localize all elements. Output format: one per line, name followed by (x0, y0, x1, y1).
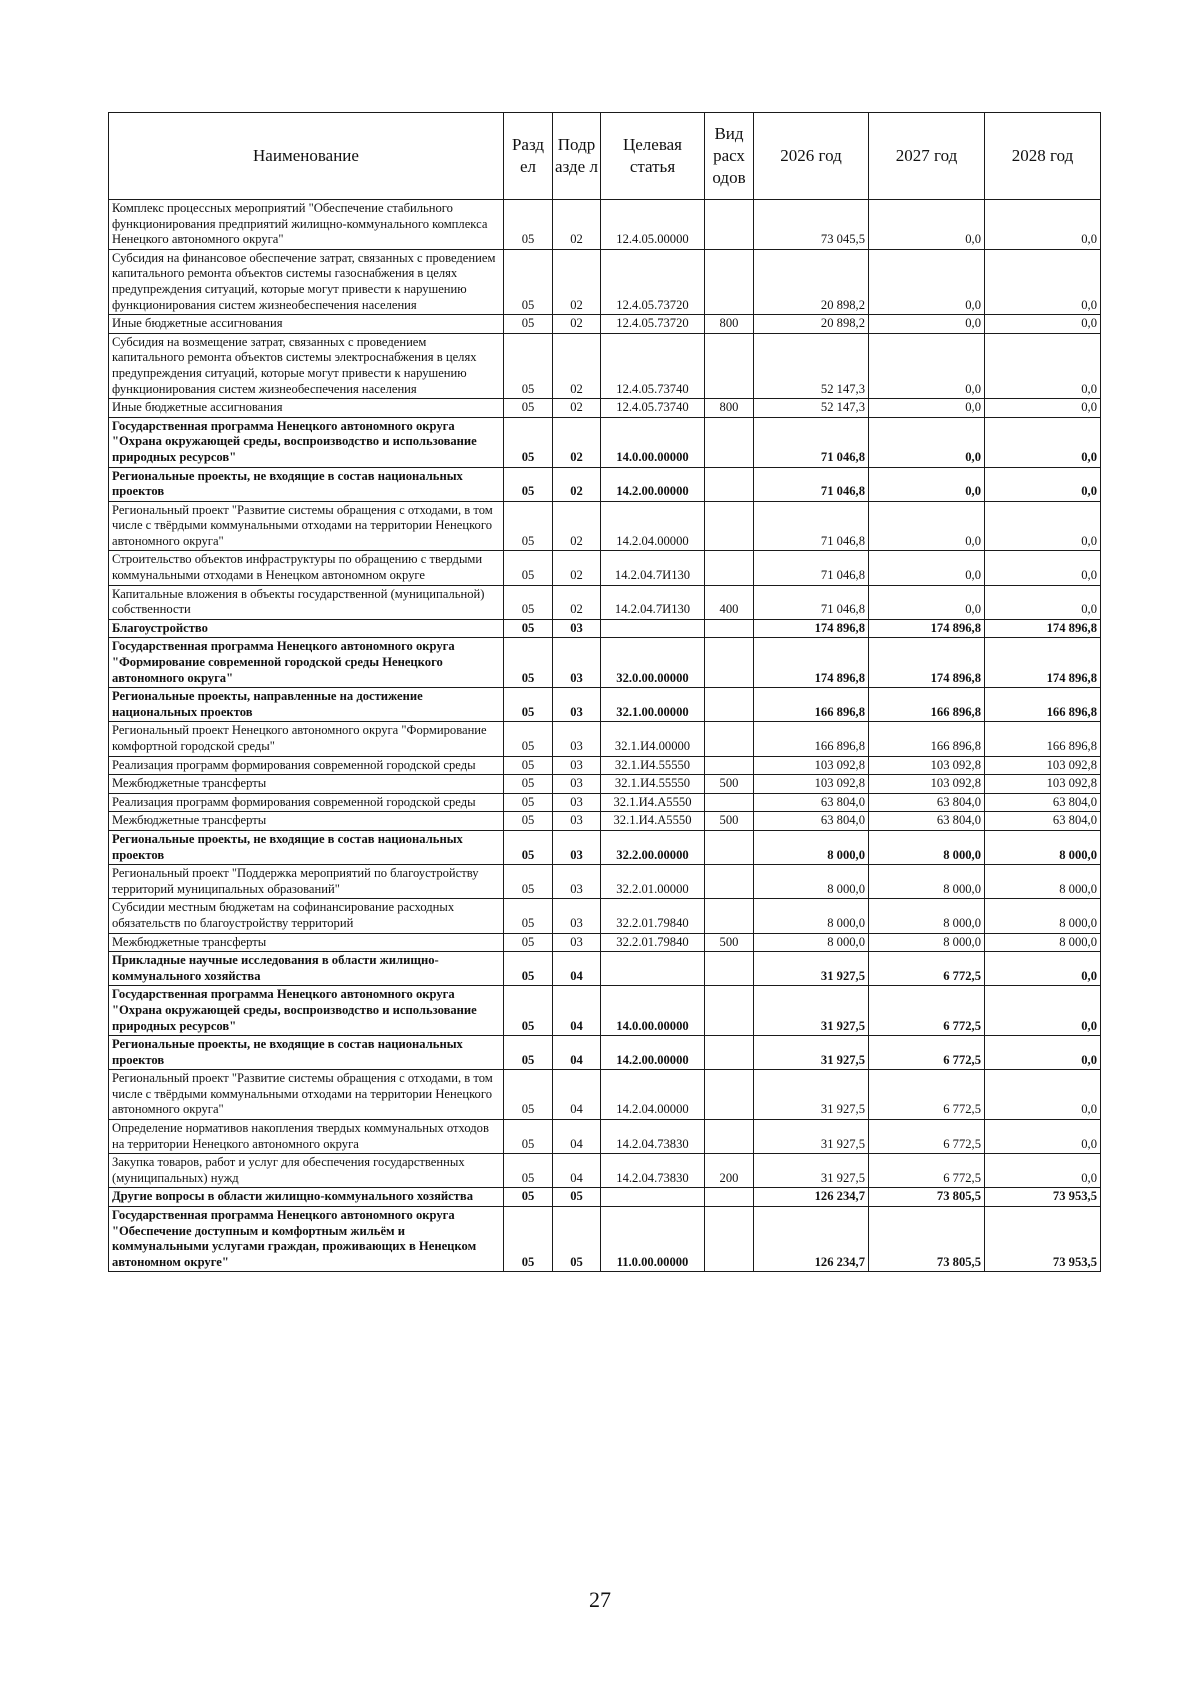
row-amount-2026-cell: 52 147,3 (754, 333, 869, 398)
row-subsection-cell: 03 (553, 933, 601, 952)
row-amount-2026-cell: 31 927,5 (754, 986, 869, 1036)
row-section-cell: 05 (504, 1188, 553, 1207)
row-amount-2028-cell: 174 896,8 (985, 619, 1101, 638)
row-subsection-cell: 02 (553, 417, 601, 467)
row-amount-2027-cell: 0,0 (869, 467, 985, 501)
budget-sheet (108, 112, 1100, 1272)
row-subsection-cell: 03 (553, 830, 601, 864)
row-section-cell: 05 (504, 775, 553, 794)
row-subsection-cell: 05 (553, 1207, 601, 1272)
table-row (109, 986, 1101, 1036)
table-row (109, 200, 1101, 250)
table-row (109, 1154, 1101, 1188)
row-expense-type-cell: 500 (705, 933, 754, 952)
row-section-cell: 05 (504, 899, 553, 933)
row-expense-type-cell (705, 1070, 754, 1120)
row-target-article-cell: 14.0.00.00000 (601, 417, 705, 467)
row-subsection-cell: 02 (553, 249, 601, 314)
row-amount-2026-cell: 73 045,5 (754, 200, 869, 250)
row-section-cell: 05 (504, 551, 553, 585)
row-subsection-cell: 03 (553, 865, 601, 899)
row-amount-2027-cell: 166 896,8 (869, 688, 985, 722)
table-row (109, 619, 1101, 638)
row-subsection-cell: 03 (553, 793, 601, 812)
row-subsection-cell: 03 (553, 619, 601, 638)
row-expense-type-cell (705, 333, 754, 398)
row-subsection-cell: 03 (553, 775, 601, 794)
row-target-article-cell: 32.1.00.00000 (601, 688, 705, 722)
row-expense-type-cell: 800 (705, 399, 754, 418)
row-target-article-cell: 32.1.И4.00000 (601, 722, 705, 756)
row-amount-2026-cell: 8 000,0 (754, 933, 869, 952)
row-section-cell: 05 (504, 688, 553, 722)
row-section-cell: 05 (504, 722, 553, 756)
row-amount-2028-cell: 63 804,0 (985, 793, 1101, 812)
row-amount-2026-cell: 71 046,8 (754, 417, 869, 467)
row-target-article-cell: 32.2.00.00000 (601, 830, 705, 864)
row-amount-2026-cell: 63 804,0 (754, 793, 869, 812)
row-name-cell: Государственная программа Ненецкого автономного округа "Формирование современной городской среды Ненецкого автономного округа" (109, 638, 504, 688)
row-expense-type-cell (705, 1036, 754, 1070)
row-target-article-cell: 14.2.00.00000 (601, 467, 705, 501)
row-amount-2026-cell: 63 804,0 (754, 812, 869, 831)
row-amount-2027-cell: 0,0 (869, 551, 985, 585)
row-name-cell: Региональные проекты, не входящие в состав национальных проектов (109, 467, 504, 501)
row-amount-2027-cell: 103 092,8 (869, 775, 985, 794)
table-row (109, 399, 1101, 418)
row-target-article-cell: 32.1.И4.55550 (601, 775, 705, 794)
row-amount-2028-cell: 103 092,8 (985, 775, 1101, 794)
row-amount-2028-cell: 0,0 (985, 585, 1101, 619)
row-name-cell: Межбюджетные трансферты (109, 775, 504, 794)
header-expense-type: Вид расх одов (705, 113, 754, 200)
row-name-cell: Региональные проекты, направленные на достижение национальных проектов (109, 688, 504, 722)
table-header-row (109, 113, 1101, 200)
row-subsection-cell: 02 (553, 501, 601, 551)
table-row (109, 1120, 1101, 1154)
row-target-article-cell: 14.2.04.73830 (601, 1154, 705, 1188)
table-row (109, 501, 1101, 551)
row-section-cell: 05 (504, 399, 553, 418)
row-expense-type-cell (705, 830, 754, 864)
row-amount-2026-cell: 71 046,8 (754, 551, 869, 585)
row-section-cell: 05 (504, 1207, 553, 1272)
row-amount-2026-cell: 31 927,5 (754, 1070, 869, 1120)
row-name-cell: Иные бюджетные ассигнования (109, 399, 504, 418)
table-row (109, 812, 1101, 831)
row-expense-type-cell (705, 417, 754, 467)
row-section-cell: 05 (504, 315, 553, 334)
row-target-article-cell: 14.2.04.73830 (601, 1120, 705, 1154)
table-row (109, 933, 1101, 952)
row-subsection-cell: 04 (553, 1070, 601, 1120)
row-subsection-cell: 02 (553, 551, 601, 585)
header-target-article: Целевая статья (601, 113, 705, 200)
row-amount-2028-cell: 0,0 (985, 249, 1101, 314)
row-target-article-cell: 14.2.04.7И130 (601, 585, 705, 619)
header-subsection: Подр азде л (553, 113, 601, 200)
row-expense-type-cell (705, 986, 754, 1036)
row-amount-2027-cell: 73 805,5 (869, 1188, 985, 1207)
row-amount-2027-cell: 0,0 (869, 333, 985, 398)
row-amount-2026-cell: 8 000,0 (754, 899, 869, 933)
row-target-article-cell: 14.2.04.00000 (601, 501, 705, 551)
row-amount-2027-cell: 0,0 (869, 399, 985, 418)
row-amount-2026-cell: 103 092,8 (754, 775, 869, 794)
row-amount-2028-cell: 8 000,0 (985, 933, 1101, 952)
row-expense-type-cell (705, 952, 754, 986)
row-amount-2028-cell: 73 953,5 (985, 1207, 1101, 1272)
table-row (109, 952, 1101, 986)
table-row (109, 417, 1101, 467)
row-amount-2027-cell: 8 000,0 (869, 830, 985, 864)
row-amount-2028-cell: 0,0 (985, 417, 1101, 467)
row-amount-2027-cell: 6 772,5 (869, 952, 985, 986)
header-year-2026: 2026 год (754, 113, 869, 200)
row-expense-type-cell (705, 467, 754, 501)
row-name-cell: Субсидия на финансовое обеспечение затрат, связанных с проведением капитального ремонта объектов системы газоснабжения в целях предупреждения ситуаций, которые могут привести к нарушению функционирования систем жизнеобеспечения населения (109, 249, 504, 314)
row-amount-2027-cell: 6 772,5 (869, 986, 985, 1036)
row-section-cell: 05 (504, 619, 553, 638)
row-amount-2028-cell: 0,0 (985, 399, 1101, 418)
row-amount-2028-cell: 8 000,0 (985, 899, 1101, 933)
row-amount-2028-cell: 166 896,8 (985, 688, 1101, 722)
row-name-cell: Региональный проект Ненецкого автономного округа "Формирование комфортной городской среды" (109, 722, 504, 756)
row-amount-2028-cell: 174 896,8 (985, 638, 1101, 688)
row-target-article-cell: 12.4.05.73740 (601, 333, 705, 398)
table-row (109, 1070, 1101, 1120)
row-name-cell: Межбюджетные трансферты (109, 812, 504, 831)
row-amount-2027-cell: 166 896,8 (869, 722, 985, 756)
table-row (109, 1207, 1101, 1272)
row-subsection-cell: 03 (553, 756, 601, 775)
row-amount-2026-cell: 103 092,8 (754, 756, 869, 775)
row-expense-type-cell (705, 1120, 754, 1154)
table-row (109, 585, 1101, 619)
row-name-cell: Региональный проект "Развитие системы обращения с отходами, в том числе с твёрдыми коммунальными отходами на территории Ненецкого автономного округа" (109, 1070, 504, 1120)
row-target-article-cell: 12.4.05.73720 (601, 249, 705, 314)
row-amount-2027-cell: 103 092,8 (869, 756, 985, 775)
table-row (109, 249, 1101, 314)
row-subsection-cell: 03 (553, 812, 601, 831)
row-amount-2027-cell: 6 772,5 (869, 1154, 985, 1188)
row-amount-2026-cell: 126 234,7 (754, 1207, 869, 1272)
row-amount-2026-cell: 20 898,2 (754, 315, 869, 334)
row-name-cell: Региональный проект "Поддержка мероприятий по благоустройству территорий муниципальных образований" (109, 865, 504, 899)
row-target-article-cell: 32.1.И4.А5550 (601, 812, 705, 831)
table-body (109, 200, 1101, 1272)
row-amount-2026-cell: 8 000,0 (754, 865, 869, 899)
row-target-article-cell: 32.2.01.79840 (601, 899, 705, 933)
row-amount-2028-cell: 8 000,0 (985, 830, 1101, 864)
row-target-article-cell (601, 619, 705, 638)
header-year-2027: 2027 год (869, 113, 985, 200)
row-name-cell: Межбюджетные трансферты (109, 933, 504, 952)
row-target-article-cell: 11.0.00.00000 (601, 1207, 705, 1272)
row-subsection-cell: 03 (553, 638, 601, 688)
row-amount-2026-cell: 31 927,5 (754, 1154, 869, 1188)
row-amount-2027-cell: 8 000,0 (869, 933, 985, 952)
row-expense-type-cell (705, 756, 754, 775)
row-section-cell: 05 (504, 830, 553, 864)
row-section-cell: 05 (504, 1120, 553, 1154)
row-expense-type-cell: 800 (705, 315, 754, 334)
row-name-cell: Реализация программ формирования современной городской среды (109, 756, 504, 775)
row-name-cell: Региональные проекты, не входящие в состав национальных проектов (109, 830, 504, 864)
row-amount-2028-cell: 0,0 (985, 952, 1101, 986)
row-amount-2027-cell: 6 772,5 (869, 1070, 985, 1120)
table-row (109, 315, 1101, 334)
row-expense-type-cell: 400 (705, 585, 754, 619)
row-section-cell: 05 (504, 501, 553, 551)
row-amount-2028-cell: 63 804,0 (985, 812, 1101, 831)
row-target-article-cell: 14.2.04.00000 (601, 1070, 705, 1120)
row-amount-2027-cell: 174 896,8 (869, 638, 985, 688)
row-name-cell: Прикладные научные исследования в области жилищно-коммунального хозяйства (109, 952, 504, 986)
row-expense-type-cell: 200 (705, 1154, 754, 1188)
row-target-article-cell: 32.1.И4.55550 (601, 756, 705, 775)
row-amount-2027-cell: 8 000,0 (869, 865, 985, 899)
row-amount-2027-cell: 0,0 (869, 417, 985, 467)
row-subsection-cell: 04 (553, 952, 601, 986)
row-section-cell: 05 (504, 865, 553, 899)
row-amount-2027-cell: 174 896,8 (869, 619, 985, 638)
row-amount-2028-cell: 103 092,8 (985, 756, 1101, 775)
row-target-article-cell: 32.2.01.79840 (601, 933, 705, 952)
row-name-cell: Другие вопросы в области жилищно-коммунального хозяйства (109, 1188, 504, 1207)
row-section-cell: 05 (504, 638, 553, 688)
header-name: Наименование (109, 113, 504, 200)
row-amount-2028-cell: 0,0 (985, 1036, 1101, 1070)
row-name-cell: Региональный проект "Развитие системы обращения с отходами, в том числе с твёрдыми коммунальными отходами на территории Ненецкого автономного округа" (109, 501, 504, 551)
row-amount-2027-cell: 6 772,5 (869, 1120, 985, 1154)
row-amount-2026-cell: 20 898,2 (754, 249, 869, 314)
row-amount-2026-cell: 31 927,5 (754, 952, 869, 986)
row-amount-2026-cell: 31 927,5 (754, 1120, 869, 1154)
row-expense-type-cell (705, 200, 754, 250)
row-subsection-cell: 02 (553, 399, 601, 418)
header-section: Разд ел (504, 113, 553, 200)
row-amount-2027-cell: 8 000,0 (869, 899, 985, 933)
row-expense-type-cell (705, 865, 754, 899)
header-year-2028: 2028 год (985, 113, 1101, 200)
row-amount-2026-cell: 126 234,7 (754, 1188, 869, 1207)
table-row (109, 756, 1101, 775)
row-expense-type-cell (705, 249, 754, 314)
table-row (109, 1036, 1101, 1070)
row-amount-2027-cell: 6 772,5 (869, 1036, 985, 1070)
row-name-cell: Государственная программа Ненецкого автономного округа "Охрана окружающей среды, воспроизводство и использование природных ресурсов" (109, 417, 504, 467)
row-amount-2028-cell: 0,0 (985, 315, 1101, 334)
row-target-article-cell (601, 952, 705, 986)
row-amount-2028-cell: 0,0 (985, 467, 1101, 501)
row-name-cell: Комплекс процессных мероприятий "Обеспечение стабильного функционирования предприятий жилищно-коммунального комплекса Ненецкого автономного округа" (109, 200, 504, 250)
row-subsection-cell: 02 (553, 200, 601, 250)
row-section-cell: 05 (504, 417, 553, 467)
row-name-cell: Закупка товаров, работ и услуг для обеспечения государственных (муниципальных) нужд (109, 1154, 504, 1188)
row-amount-2026-cell: 71 046,8 (754, 585, 869, 619)
row-expense-type-cell (705, 551, 754, 585)
row-amount-2028-cell: 8 000,0 (985, 865, 1101, 899)
row-name-cell: Субсидия на возмещение затрат, связанных с проведением капитального ремонта объектов системы электроснабжения в целях предупреждения ситуаций, которые могут привести к нарушению функционирования систем жизнеобеспечения населения (109, 333, 504, 398)
row-amount-2027-cell: 0,0 (869, 200, 985, 250)
table-row (109, 722, 1101, 756)
row-section-cell: 05 (504, 1154, 553, 1188)
row-target-article-cell: 12.4.05.00000 (601, 200, 705, 250)
row-expense-type-cell (705, 1207, 754, 1272)
row-amount-2027-cell: 63 804,0 (869, 812, 985, 831)
row-expense-type-cell (705, 722, 754, 756)
row-amount-2027-cell: 73 805,5 (869, 1207, 985, 1272)
row-target-article-cell: 32.1.И4.А5550 (601, 793, 705, 812)
row-section-cell: 05 (504, 933, 553, 952)
row-section-cell: 05 (504, 467, 553, 501)
row-amount-2026-cell: 174 896,8 (754, 638, 869, 688)
row-target-article-cell (601, 1188, 705, 1207)
table-row (109, 899, 1101, 933)
row-name-cell: Благоустройство (109, 619, 504, 638)
row-subsection-cell: 02 (553, 315, 601, 334)
row-target-article-cell: 14.2.04.7И130 (601, 551, 705, 585)
row-name-cell: Региональные проекты, не входящие в состав национальных проектов (109, 1036, 504, 1070)
row-target-article-cell: 12.4.05.73740 (601, 399, 705, 418)
table-row (109, 830, 1101, 864)
table-row (109, 551, 1101, 585)
row-amount-2027-cell: 0,0 (869, 501, 985, 551)
row-amount-2026-cell: 166 896,8 (754, 722, 869, 756)
row-name-cell: Субсидии местным бюджетам на софинансирование расходных обязательств по благоустройству территорий (109, 899, 504, 933)
row-expense-type-cell: 500 (705, 812, 754, 831)
row-subsection-cell: 03 (553, 688, 601, 722)
row-expense-type-cell (705, 1188, 754, 1207)
row-amount-2026-cell: 71 046,8 (754, 467, 869, 501)
row-target-article-cell: 12.4.05.73720 (601, 315, 705, 334)
row-name-cell: Государственная программа Ненецкого автономного округа "Охрана окружающей среды, воспроизводство и использование природных ресурсов" (109, 986, 504, 1036)
row-amount-2028-cell: 0,0 (985, 551, 1101, 585)
row-subsection-cell: 02 (553, 585, 601, 619)
row-amount-2026-cell: 52 147,3 (754, 399, 869, 418)
page-number: 27 (589, 1587, 611, 1612)
row-subsection-cell: 05 (553, 1188, 601, 1207)
row-amount-2026-cell: 174 896,8 (754, 619, 869, 638)
row-section-cell: 05 (504, 249, 553, 314)
row-expense-type-cell (705, 501, 754, 551)
row-amount-2028-cell: 166 896,8 (985, 722, 1101, 756)
row-amount-2028-cell: 0,0 (985, 1154, 1101, 1188)
row-expense-type-cell: 500 (705, 775, 754, 794)
row-subsection-cell: 04 (553, 1154, 601, 1188)
row-target-article-cell: 14.2.00.00000 (601, 1036, 705, 1070)
row-section-cell: 05 (504, 333, 553, 398)
row-target-article-cell: 14.0.00.00000 (601, 986, 705, 1036)
row-amount-2028-cell: 0,0 (985, 1120, 1101, 1154)
row-target-article-cell: 32.2.01.00000 (601, 865, 705, 899)
row-subsection-cell: 03 (553, 899, 601, 933)
table-row (109, 638, 1101, 688)
row-amount-2028-cell: 0,0 (985, 333, 1101, 398)
row-section-cell: 05 (504, 1036, 553, 1070)
row-expense-type-cell (705, 638, 754, 688)
row-amount-2027-cell: 0,0 (869, 585, 985, 619)
row-subsection-cell: 03 (553, 722, 601, 756)
row-amount-2026-cell: 166 896,8 (754, 688, 869, 722)
row-expense-type-cell (705, 688, 754, 722)
row-amount-2027-cell: 0,0 (869, 315, 985, 334)
row-amount-2028-cell: 0,0 (985, 501, 1101, 551)
row-section-cell: 05 (504, 585, 553, 619)
row-amount-2028-cell: 0,0 (985, 986, 1101, 1036)
row-amount-2028-cell: 0,0 (985, 200, 1101, 250)
row-amount-2028-cell: 0,0 (985, 1070, 1101, 1120)
row-expense-type-cell (705, 899, 754, 933)
row-subsection-cell: 02 (553, 467, 601, 501)
row-amount-2026-cell: 71 046,8 (754, 501, 869, 551)
row-subsection-cell: 04 (553, 986, 601, 1036)
row-section-cell: 05 (504, 756, 553, 775)
table-row (109, 688, 1101, 722)
table-row (109, 467, 1101, 501)
row-name-cell: Государственная программа Ненецкого автономного округа "Обеспечение доступным и комфортным жильём и коммунальными услугами граждан, проживающих в Ненецком автономном округе" (109, 1207, 504, 1272)
row-section-cell: 05 (504, 200, 553, 250)
row-name-cell: Капитальные вложения в объекты государственной (муниципальной) собственности (109, 585, 504, 619)
row-amount-2026-cell: 8 000,0 (754, 830, 869, 864)
row-name-cell: Строительство объектов инфраструктуры по обращению с твердыми коммунальными отходами в Ненецком автономном округе (109, 551, 504, 585)
table-row (109, 1188, 1101, 1207)
table-row (109, 333, 1101, 398)
row-amount-2028-cell: 73 953,5 (985, 1188, 1101, 1207)
table-row (109, 793, 1101, 812)
row-name-cell: Определение нормативов накопления твердых коммунальных отходов на территории Ненецкого автономного округа (109, 1120, 504, 1154)
row-expense-type-cell (705, 793, 754, 812)
row-amount-2026-cell: 31 927,5 (754, 1036, 869, 1070)
row-section-cell: 05 (504, 1070, 553, 1120)
row-section-cell: 05 (504, 812, 553, 831)
row-target-article-cell: 32.0.00.00000 (601, 638, 705, 688)
row-amount-2027-cell: 0,0 (869, 249, 985, 314)
row-section-cell: 05 (504, 986, 553, 1036)
row-subsection-cell: 04 (553, 1120, 601, 1154)
row-amount-2027-cell: 63 804,0 (869, 793, 985, 812)
row-name-cell: Иные бюджетные ассигнования (109, 315, 504, 334)
row-subsection-cell: 04 (553, 1036, 601, 1070)
row-expense-type-cell (705, 619, 754, 638)
row-subsection-cell: 02 (553, 333, 601, 398)
budget-table (108, 112, 1101, 1272)
row-section-cell: 05 (504, 952, 553, 986)
row-name-cell: Реализация программ формирования современной городской среды (109, 793, 504, 812)
table-row (109, 865, 1101, 899)
table-row (109, 775, 1101, 794)
row-section-cell: 05 (504, 793, 553, 812)
